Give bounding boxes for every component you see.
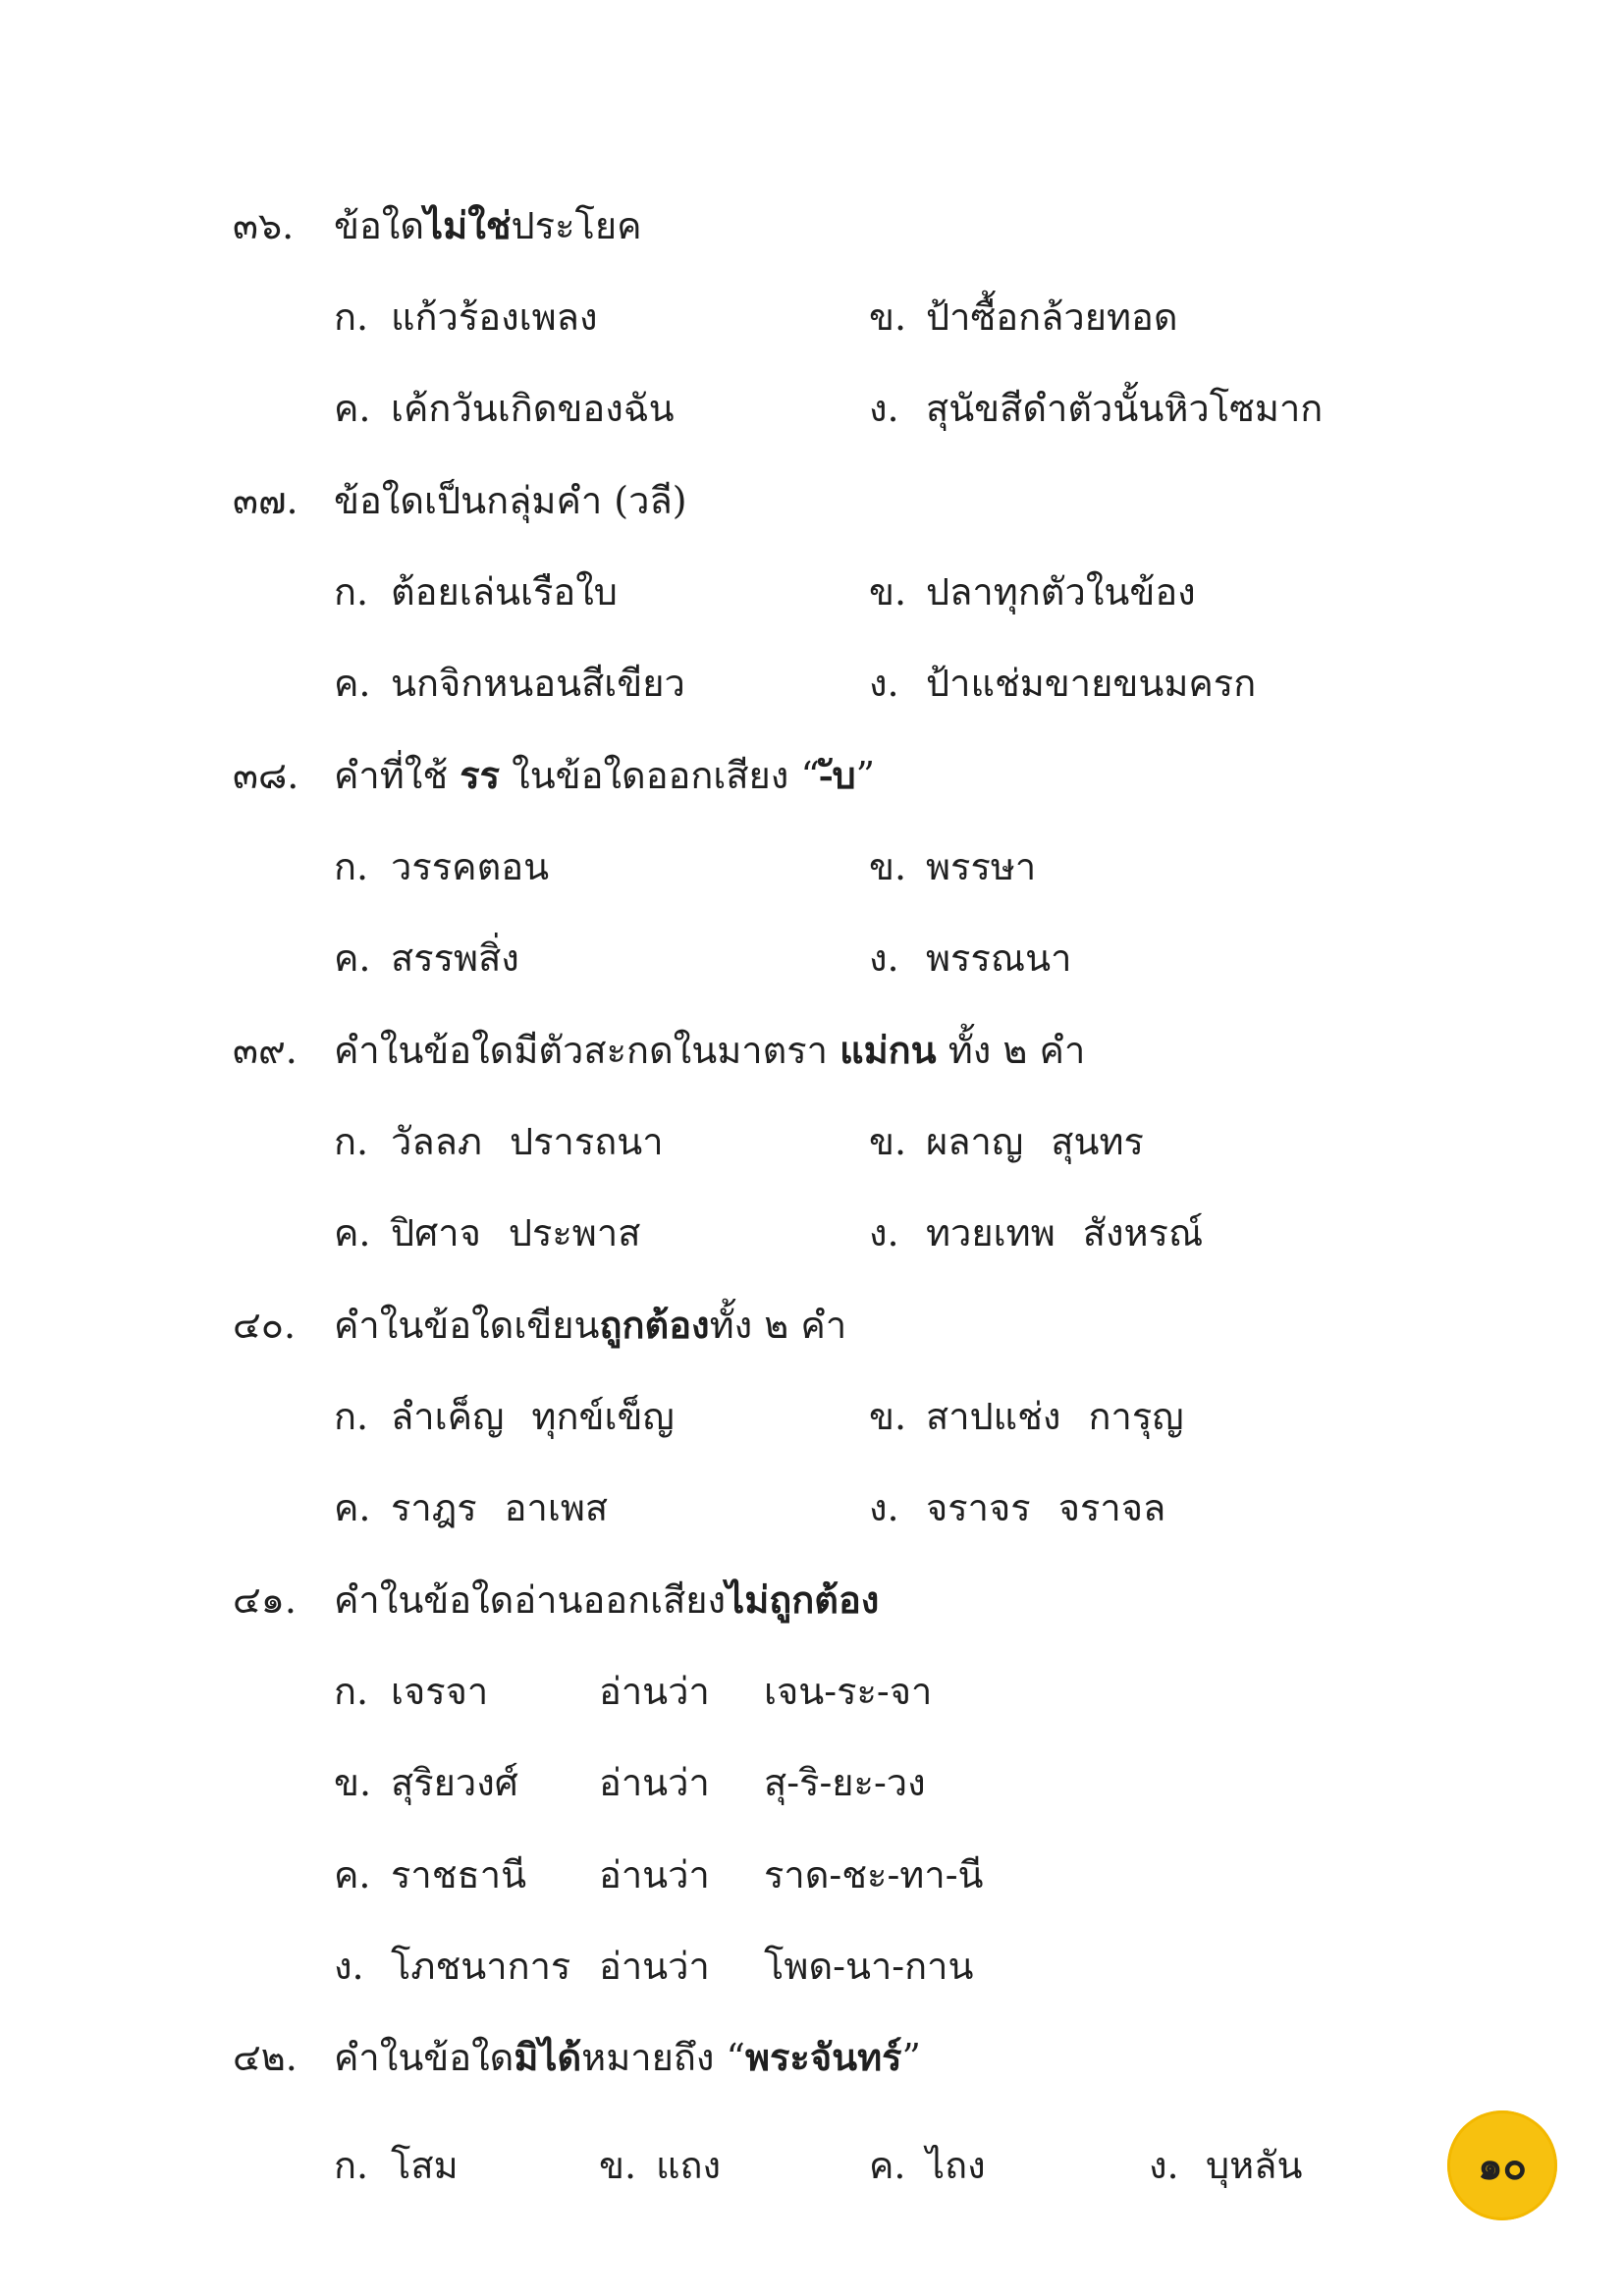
option-c[interactable]: ค. ปิศาจ ประพาส <box>334 1211 641 1255</box>
option-a[interactable]: ก. โสม <box>334 2144 459 2187</box>
question-number: ๓๗. <box>233 479 298 522</box>
question-number: ๔๐. <box>233 1304 297 1347</box>
option-b[interactable]: ข. ป้าซื้อกล้วยทอด <box>869 295 1178 339</box>
option-b[interactable]: ข. ผลาญ สุนทร <box>869 1120 1144 1163</box>
question-text: คำในข้อใดมีตัวสะกดในมาตรา แม่กน ทั้ง ๒ คำ <box>334 1028 1086 1072</box>
option-d[interactable]: ง. ป้าแช่มขายขนมครก <box>869 662 1257 705</box>
question-text: คำในข้อใดอ่านออกเสียงไม่ถูกต้อง <box>334 1577 880 1622</box>
question-number: ๓๘. <box>233 754 299 797</box>
option-a[interactable]: ก. แก้วร้องเพลง <box>334 295 598 339</box>
option-d[interactable]: ง. ทวยเทพ สังหรณ์ <box>869 1211 1204 1255</box>
option-a[interactable]: ก. วรรคตอน <box>334 845 550 888</box>
option-d[interactable]: ง. พรรณนา <box>869 936 1072 980</box>
option-c[interactable]: ค. ราฎร อาเพส <box>334 1486 609 1529</box>
question-text: คำในข้อใดมิได้หมายถึง “พระจันทร์” <box>334 2035 921 2079</box>
option-c[interactable]: ค. นกจิกหนอนสีเขียว <box>334 662 685 705</box>
option-c[interactable]: ค. ไถง <box>869 2144 986 2187</box>
option-b[interactable]: ข. พรรษา <box>869 845 1037 888</box>
option-b[interactable]: ข. สาปแช่ง การุญ <box>869 1395 1184 1438</box>
option-a[interactable]: ก. วัลลภ ปรารถนา <box>334 1120 664 1163</box>
question-number: ๔๑. <box>233 1578 297 1622</box>
question-text: ข้อใดไม่ใช่ประโยค <box>334 203 642 247</box>
option-d[interactable]: ง. บุหลัน <box>1149 2144 1303 2187</box>
option-a[interactable]: ก. ต้อยเล่นเรือใบ <box>334 570 618 614</box>
option-d[interactable]: ง. สุนัขสีดำตัวนั้นหิวโซมาก <box>869 387 1324 430</box>
question-text: คำในข้อใดเขียนถูกต้องทั้ง ๒ คำ <box>334 1303 847 1347</box>
option-a[interactable]: ก. ลำเค็ญ ทุกข์เข็ญ <box>334 1395 675 1438</box>
question-number: ๓๙. <box>233 1029 298 1072</box>
option-b[interactable]: ข. ปลาทุกตัวในข้อง <box>869 570 1196 614</box>
option-c[interactable]: ค. สรรพสิ่ง <box>334 936 519 980</box>
question-text: ข้อใดเป็นกลุ่มคำ (วลี) <box>334 479 687 522</box>
question-number: ๓๖. <box>233 204 295 247</box>
question-text: คำที่ใช้ รร ในข้อใดออกเสียง “-ับ” <box>334 753 876 797</box>
question-number: ๔๒. <box>233 2036 298 2079</box>
option-b[interactable]: ข. แถง <box>599 2144 722 2187</box>
option-c[interactable]: ค. เค้กวันเกิดของฉัน <box>334 387 675 430</box>
page-number-badge: ๑๐ <box>1447 2110 1557 2220</box>
exam-page: ๓๖. ข้อใดไม่ใช่ประโยค ก. แก้วร้องเพลง ข. ป้าซื้อกล้วยทอด ค. เค้กวันเกิดของฉัน ง. สุนัขสีดำตัวนั้นหิวโซมาก ๓๗. ข้อใดเป็นกลุ่มคำ (วลี) ก. ต้อยเล่นเรือใบ ข. ปลาทุกตัวในข้อง ค. นกจิกหนอนสีเขียว ง. ป้าแช่มขายขนมครก ๓๘. คำที่ใช้ รร ในข้อใดออกเสียง “-ับ” ก. วรรคตอน ข. พรรษา ค. สรรพสิ่ง ง. พรรณนา ๓๙. คำในข้อใดมีตัวสะกดในมาตรา แม่กน ทั้ง ๒ คำ ก. วัลลภ ปรารถนา ข. ผลาญ สุนทร ค. ปิศาจ ประพาส ง. ทวยเทพ สังหรณ์ ๔๐. คำในข้อใดเขียนถูกต้องทั้ง ๒ คำ ก. ลำเค็ญ ทุกข์เข็ญ ข. สาปแช่ง การุญ ค. ราฎร อาเพส ง. จราจร จราจล ๔๑. คำในข้อใดอ่านออกเสียงไม่ถูกต้อง ก. เจรจา อ่านว่า เจน-ระ-จา ข. สุริยวงศ์ อ่านว่า สุ-ริ-ยะ-วง ค. ราชธานี อ่านว่า ราด-ชะ-ทา-นี ง. โภชนาการ อ่านว่า โพด-นา-กาน ๔๒. คำในข้อใดมิได้หมายถึง “พระจันทร์” ก. โสม ข. แถง ค. ไถง ง. บุหลัน ๑๐ <box>0 0 1624 2296</box>
option-d[interactable]: ง. จราจร จราจล <box>869 1486 1166 1529</box>
